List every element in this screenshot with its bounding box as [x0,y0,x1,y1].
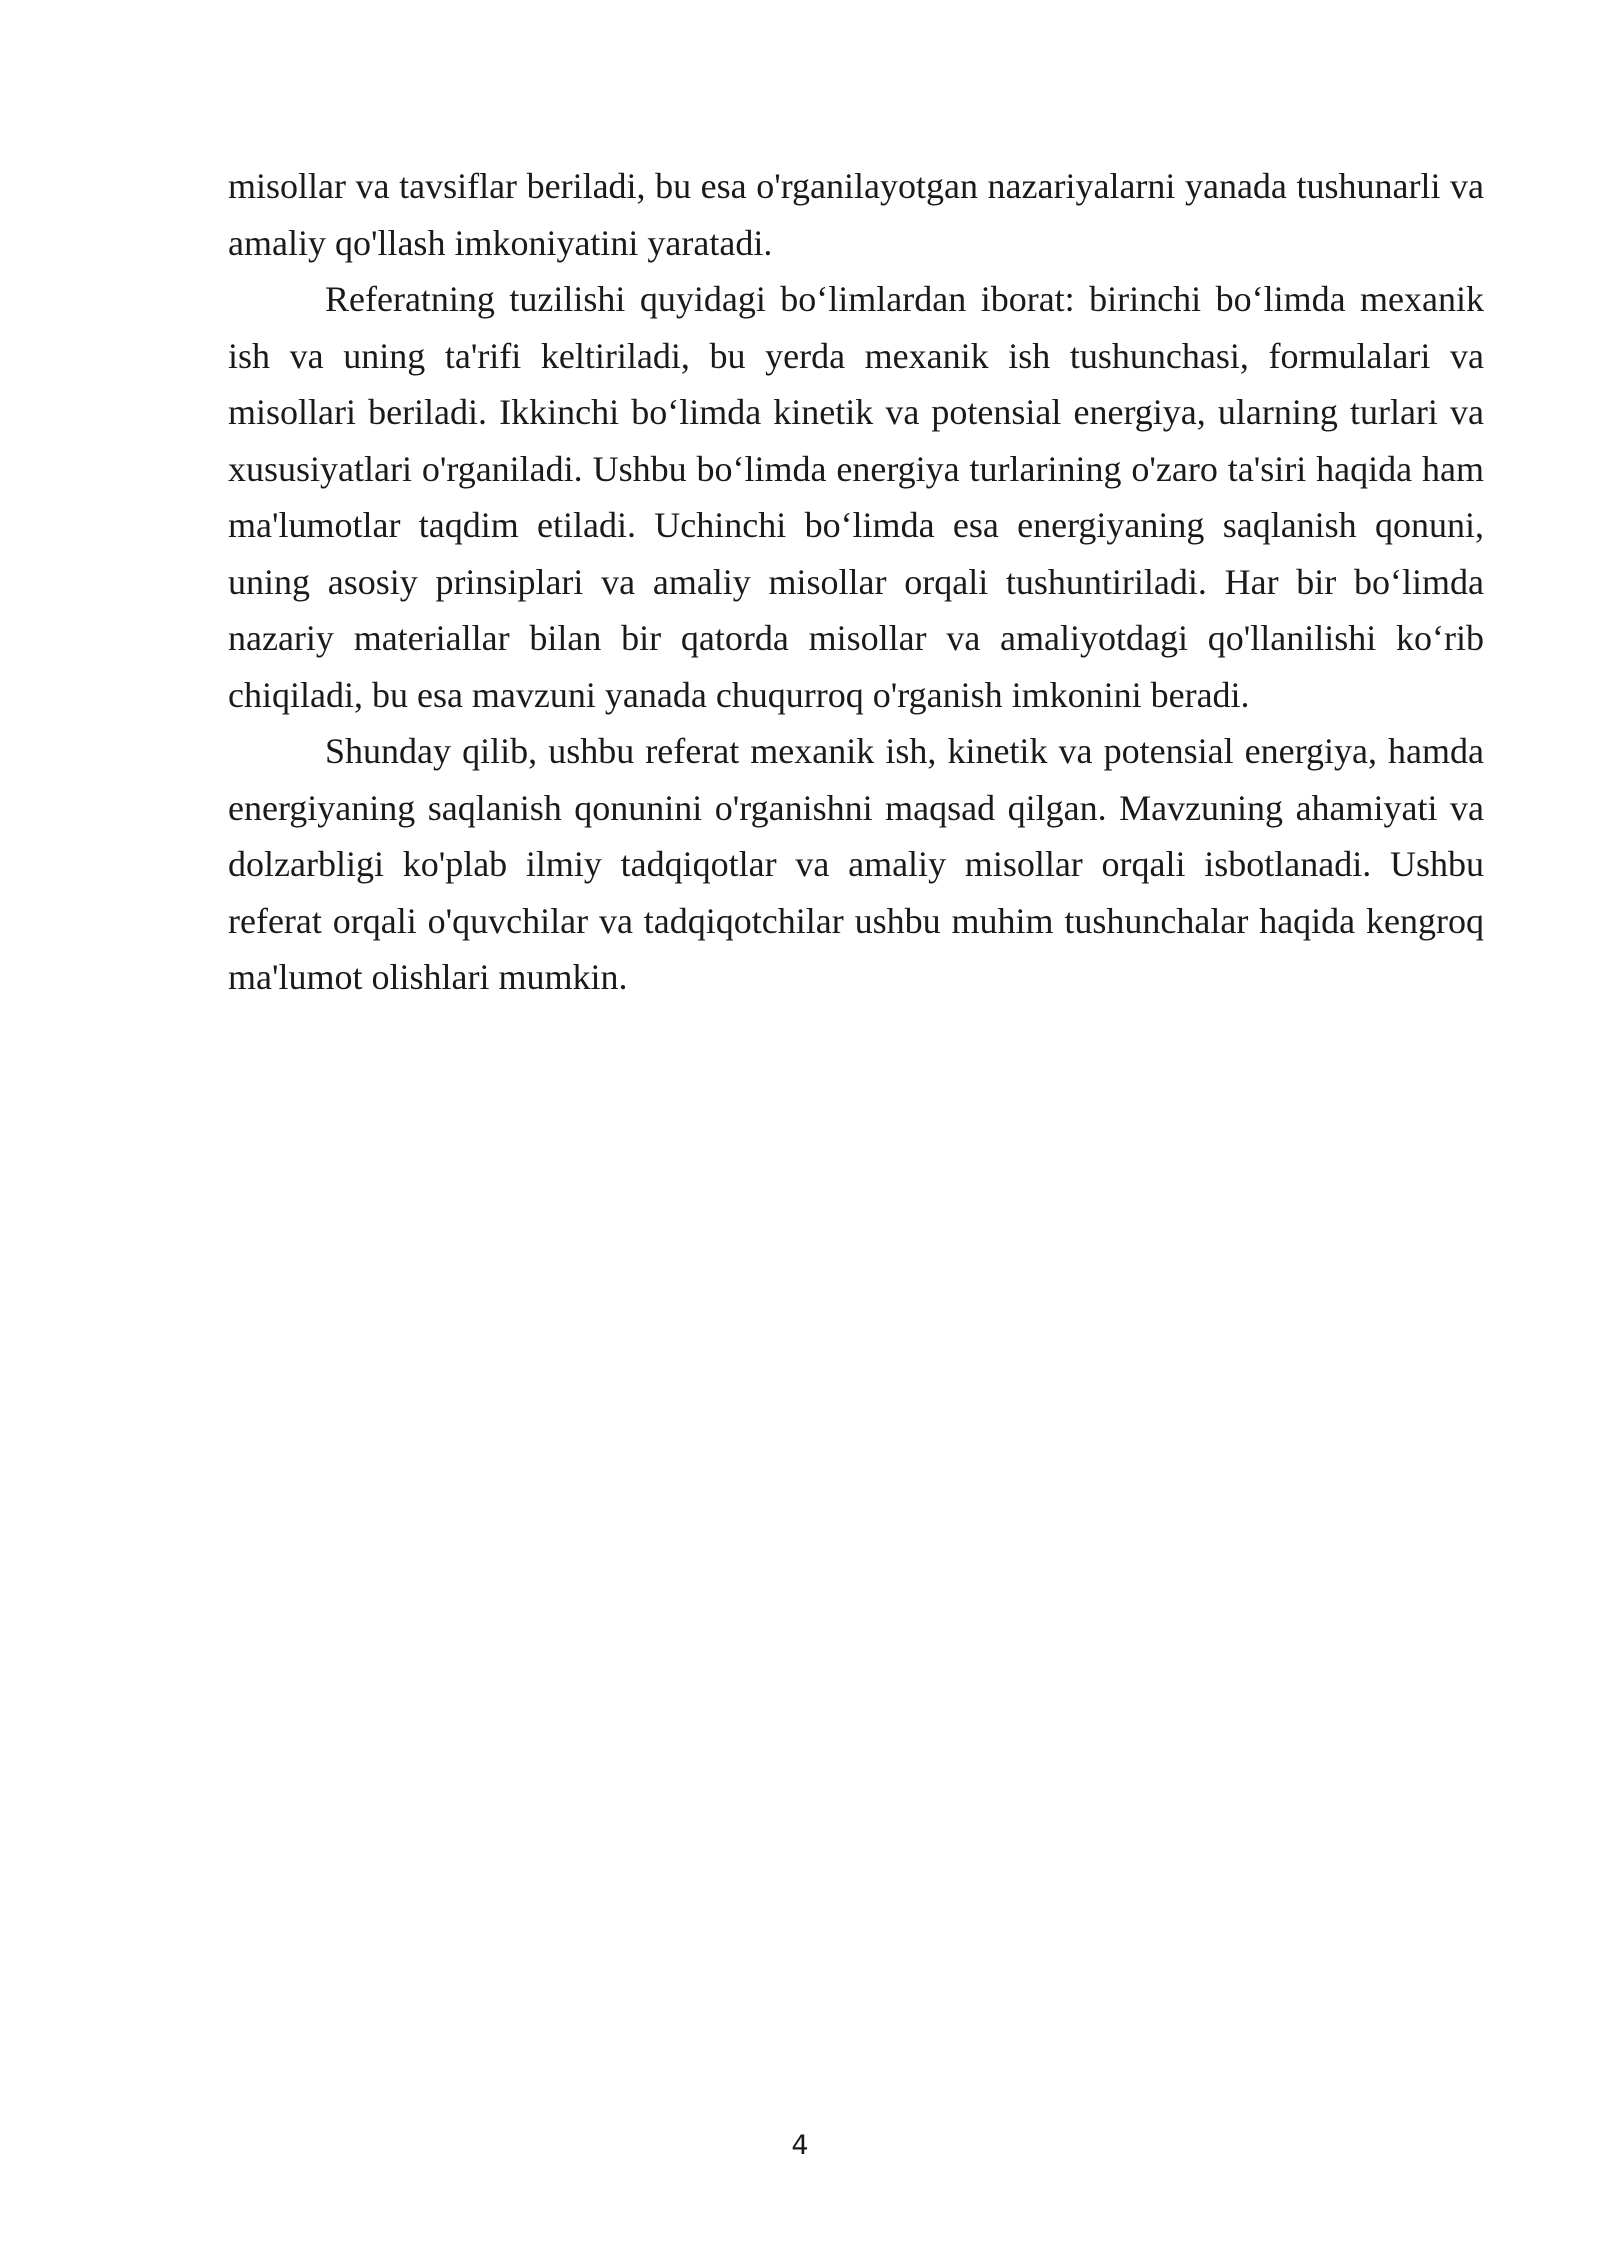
paragraph-continuation: misollar va tavsiflar beriladi, bu esa o'rganilayotgan nazariyalarni yanada tushunarli va amaliy qo'llash imkoniyatini yaratadi. [228,166,1484,263]
paragraph-conclusion: Shunday qilib, ushbu referat mexanik ish, kinetik va potensial energiya, hamda energiyaning saqlanish qonunini o'rganishni maqsad qilgan. Mavzuning ahamiyati va dolzarbligi ko'plab ilmiy tadqiqotlar va amaliy misollar orqali isbotlanadi. Ushbu referat orqali o'quvchilar va tadqiqotchilar ushbu muhim tushunchalar haqida kengroq ma'lumot olishlari mumkin. [228,731,1484,997]
paragraph-structure: Referatning tuzilishi quyidagi bo‘limlardan iborat: birinchi bo‘limda mexanik ish va uning ta'rifi keltiriladi, bu yerda mexanik ish tushunchasi, formulalari va misollari beriladi. Ikkinchi bo‘limda kinetik va potensial energiya, ularning turlari va xususiyatlari o'rganiladi. Ushbu bo‘limda energiya turlarining o'zaro ta'siri haqida ham ma'lumotlar taqdim etiladi. Uchinchi bo‘limda esa energiyaning saqlanish qonuni, uning asosiy prinsiplari va amaliy misollar orqali tushuntiriladi. Har bir bo‘limda nazariy materiallar bilan bir qatorda misollar va amaliyotdagi qo'llanilishi ko‘rib chiqiladi, bu esa mavzuni yanada chuqurroq o'rganish imkonini beradi. [228,279,1484,715]
page-number: 4 [791,2130,809,2161]
body-text [228,158,1484,1006]
